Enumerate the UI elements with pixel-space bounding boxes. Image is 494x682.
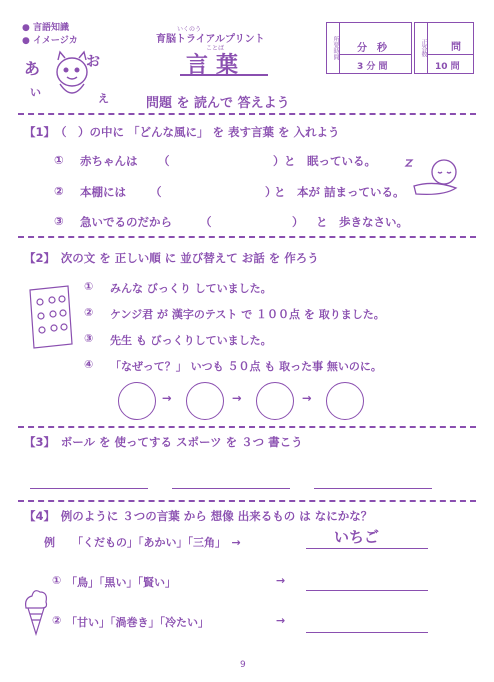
q1-item-text: 本棚には bbox=[80, 185, 126, 199]
q4-item-text: 「甘い」「渦巻き」「冷たい」 bbox=[66, 616, 209, 629]
example-answer: いちご bbox=[334, 528, 380, 546]
answer-box-label: 正答数 bbox=[415, 23, 428, 73]
category-imagination: ● イメージカ bbox=[22, 36, 78, 46]
q1-item-num: ② bbox=[54, 184, 64, 198]
divider bbox=[18, 426, 476, 428]
title-ruby: ことば bbox=[206, 45, 225, 52]
example-label: 例 bbox=[44, 536, 55, 549]
q1-heading: 【1】 （ ）の中に 「どんな風に」 を 表す言葉 を 入れよう bbox=[24, 125, 340, 139]
arrow-icon: → bbox=[232, 391, 242, 405]
instruction-heading: 問題 を 読んで 答えよう bbox=[146, 96, 290, 111]
q2-item-text: 「なぜって？」 いつも ５０点 も 取った事 無いのに。 bbox=[110, 360, 382, 373]
arrow-icon: → bbox=[276, 574, 286, 587]
q4-item-num: ② bbox=[52, 614, 62, 627]
title-underline bbox=[180, 74, 268, 76]
q2-heading: 【2】 次の文 を 正しい順 に 並び替えて お話 を 作ろう bbox=[24, 251, 319, 265]
mascot-illustration bbox=[20, 46, 112, 104]
q1-item-num: ③ bbox=[54, 214, 64, 228]
svg-text:あ: あ bbox=[24, 59, 41, 78]
order-answer-circle[interactable] bbox=[186, 382, 224, 420]
time-box-label: 所要時間 bbox=[327, 23, 340, 73]
q4-answer-line[interactable] bbox=[306, 590, 428, 591]
q3-answer-line[interactable] bbox=[30, 488, 148, 489]
q2-item-text: みんな びっくり していました。 bbox=[110, 282, 272, 295]
test-paper-illustration bbox=[24, 284, 76, 350]
divider bbox=[18, 236, 476, 238]
answer-box-value: 問 bbox=[451, 42, 461, 53]
q2-item-text: ケンジ君 が 漢字のテスト で １００点 を 取りました。 bbox=[110, 308, 385, 321]
q2-item-num: ③ bbox=[84, 332, 94, 345]
q3-heading: 【3】 ボール を 使ってする スポーツ を ３つ 書こう bbox=[24, 435, 303, 449]
q1-item-text: と 歩きなさい。 bbox=[316, 215, 408, 229]
arrow-icon: → bbox=[276, 614, 286, 627]
q2-item-num: ④ bbox=[84, 358, 94, 371]
q1-item-num: ① bbox=[54, 153, 64, 167]
subtitle: 育脳トライアルプリント bbox=[156, 34, 265, 45]
category-language-knowledge: ● 言語知識 bbox=[22, 23, 69, 33]
order-answer-circle[interactable] bbox=[326, 382, 364, 420]
q2-item-text: 先生 も びっくりしていました。 bbox=[110, 334, 272, 347]
svg-text:い: い bbox=[30, 86, 41, 99]
q2-item-num: ② bbox=[84, 306, 94, 319]
arrow-icon: → bbox=[302, 391, 312, 405]
page-number: 9 bbox=[240, 660, 246, 670]
answer-box bbox=[414, 22, 474, 74]
time-box bbox=[326, 22, 412, 74]
q1-item-text: と 本が 詰まっている。 bbox=[274, 185, 405, 199]
q1-blank[interactable]: （ ） bbox=[200, 215, 304, 229]
example-answer-line bbox=[306, 548, 428, 549]
ice-cream-illustration bbox=[18, 586, 52, 638]
example-text: 「くだもの」「あかい」「三角」 → bbox=[72, 536, 241, 549]
q1-blank[interactable]: （ ） bbox=[158, 154, 285, 168]
q3-answer-line[interactable] bbox=[172, 488, 290, 489]
q1-item-text: 赤ちゃんは bbox=[80, 154, 138, 168]
divider bbox=[18, 500, 476, 502]
q4-heading: 【4】 例のように ３つの言葉 から 想像 出来るもの は なにかな？ bbox=[24, 509, 373, 523]
svg-text:え: え bbox=[98, 92, 109, 104]
time-box-value: 分 秒 bbox=[357, 43, 387, 54]
q4-item-text: 「鳥」「黒い」「賢い」 bbox=[66, 576, 176, 589]
q1-item-text: 急いでるのだから bbox=[80, 215, 172, 229]
time-box-target: 3 分 間 bbox=[357, 62, 388, 72]
q1-blank[interactable]: （ ） bbox=[150, 185, 277, 199]
answer-box-target: 10 問 bbox=[435, 62, 460, 72]
q2-item-num: ① bbox=[84, 280, 94, 293]
q1-item-text: と 眠っている。 bbox=[284, 154, 376, 168]
svg-text:お: お bbox=[86, 54, 100, 70]
sleeping-baby-illustration bbox=[404, 146, 466, 198]
page-title: 言葉 bbox=[186, 53, 247, 78]
q4-answer-line[interactable] bbox=[306, 632, 428, 633]
q3-answer-line[interactable] bbox=[314, 488, 432, 489]
q4-item-num: ① bbox=[52, 574, 62, 587]
order-answer-circle[interactable] bbox=[256, 382, 294, 420]
subtitle-ruby: いくのう bbox=[177, 26, 202, 33]
divider bbox=[18, 113, 476, 115]
arrow-icon: → bbox=[162, 391, 172, 405]
order-answer-circle[interactable] bbox=[118, 382, 156, 420]
